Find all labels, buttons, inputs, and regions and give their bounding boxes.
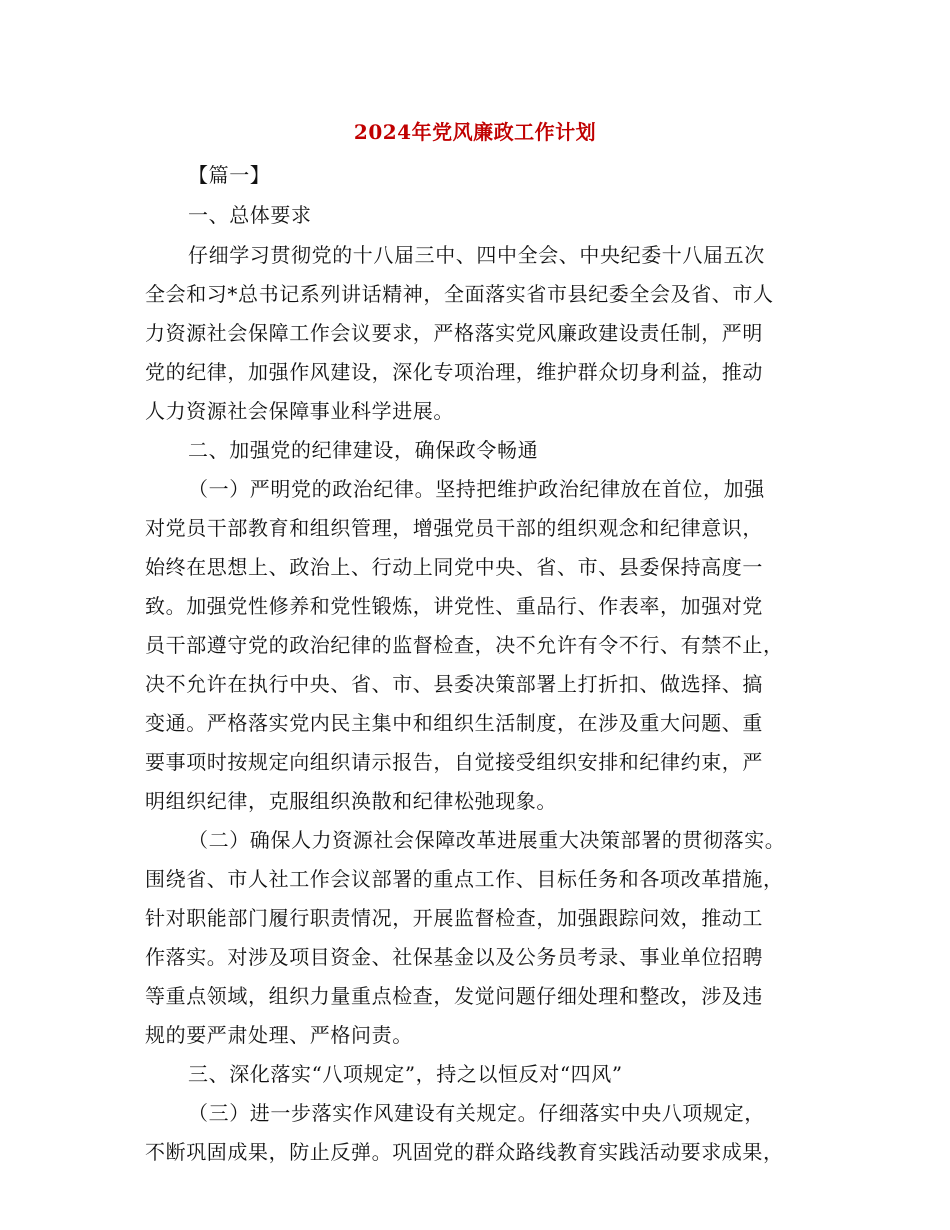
paragraph-line: 明组织纪律，克服组织涣散和纪律松弛现象。 [145,789,557,813]
document-title: 2024年党风廉政工作计划 [353,120,597,144]
paragraph-line: 不断巩固成果，防止反弹。巩固党的群众路线教育实践活动要求成果， [145,1140,784,1164]
section-heading: 二、加强党的纪律建设，确保政令畅通 [188,438,539,462]
paragraph-line: 针对职能部门履行职责情况，开展监督检查，加强跟踪问效，推动工 [145,906,763,930]
paragraph-line: 力资源社会保障工作会议要求，严格落实党风廉政建设责任制，严明 [145,321,763,345]
section-heading: 一、总体要求 [188,203,312,227]
paragraph-line: （一）严明党的政治纪律。坚持把维护政治纪律放在首位，加强 [188,477,765,501]
paragraph-line: 对党员干部教育和组织管理，增强党员干部的组织观念和纪律意识， [145,516,763,540]
paragraph-line: 要事项时按规定向组织请示报告，自觉接受组织安排和纪律约束，严 [145,750,763,774]
paragraph-line: 全会和习*总书记系列讲话精神，全面落实省市县纪委全会及省、市人 [145,282,774,306]
section-heading: 三、深化落实“八项规定”，持之以恒反对“四风” [188,1062,623,1086]
paragraph-line: 员干部遵守党的政治纪律的监督检查，决不允许有令不行、有禁不止， [145,633,784,657]
paragraph-line: 围绕省、市人社工作会议部署的重点工作、目标任务和各项改革措施， [145,867,784,891]
paragraph-line: 规的要严肃处理、严格问责。 [145,1023,413,1047]
paragraph-line: 等重点领域，组织力量重点检查，发觉问题仔细处理和整改，涉及违 [145,984,763,1008]
paragraph-line: 致。加强党性修养和党性锻炼，讲党性、重品行、作表率，加强对党 [145,594,763,618]
paragraph-line: 始终在思想上、政治上、行动上同党中央、省、市、县委保持高度一 [145,555,763,579]
paragraph-line: 仔细学习贯彻党的十八届三中、四中全会、中央纪委十八届五次 [188,243,765,267]
paragraph-line: 决不允许在执行中央、省、市、县委决策部署上打折扣、做选择、搞 [145,672,763,696]
paragraph-line: （二）确保人力资源社会保障改革进展重大决策部署的贯彻落实。 [188,828,786,852]
paragraph-line: 党的纪律，加强作风建设，深化专项治理，维护群众切身利益，推动 [145,360,763,384]
paragraph-line: 人力资源社会保障事业科学进展。 [145,399,454,423]
paragraph-line: 变通。严格落实党内民主集中和组织生活制度，在涉及重大问题、重 [145,711,763,735]
paragraph-line: 作落实。对涉及项目资金、社保基金以及公务员考录、事业单位招聘 [145,945,763,969]
paragraph-line: （三）进一步落实作风建设有关规定。仔细落实中央八项规定， [188,1101,765,1125]
section-label: 【篇一】 [188,163,271,187]
